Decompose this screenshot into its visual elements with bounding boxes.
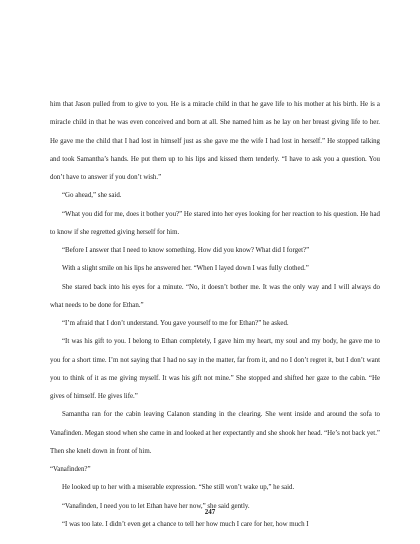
- paragraph: “Before I answer that I need to know something. How did you know? What did I forget?”: [62, 247, 310, 254]
- paragraph: “It was his gift to you. I belong to Ethan completely, I gave him my heart, my soul and my body, he gave me to you for a short time. I’m not saying that I had no say in the matter, far from it, and no I don’t regret it, but I don’t want you to think of it as me giving myself. It was his gift not mine.” She stopped and shifted her gaze to the cabin. “He gives of himself. He gives life.”: [50, 338, 380, 400]
- paragraph: Samantha ran for the cabin leaving Calanon standing in the clearing. She went inside and around the sofa to Vanafinden. Megan stood when she came in and looked at her expectantly and she shook her head. “He’s not back yet.” Then she knelt down in front of him.: [50, 411, 380, 455]
- paragraph: “Go ahead,” she said.: [62, 192, 122, 200]
- paragraph: him that Jason pulled from to give to you. He is a miracle child in that he gave life to his mother at his birth. He is a miracle child in that he was even conceived and born at all. She named him as he lay on her breast giving life to her. He gave me the child that I had lost in himself just as she gave me the wife I had lost in herself.” He stopped talking and took Samantha’s hands. He put them up to his lips and kissed them tenderly. “I have to ask you a question. You don’t have to answer if you don’t wish.”: [50, 101, 380, 181]
- paragraph: “I’m afraid that I don’t understand. You gave yourself to me for Ethan?” he asked.: [62, 320, 289, 327]
- paragraph: She stared back into his eyes for a minute. “No, it doesn’t bother me. It was the only way and I will always do what needs to be done for Ethan.”: [50, 283, 380, 309]
- page-number: 247: [204, 508, 216, 516]
- paragraph: He looked up to her with a miserable expression. “She still won’t wake up,” he said.: [62, 484, 295, 492]
- page-body-text: [50, 96, 380, 534]
- paragraph: “What you did for me, does it bother you?” He stared into her eyes looking for her reaction to his question. He had to know if she regretted giving herself for him.: [50, 210, 380, 236]
- paragraph: With a slight smile on his lips he answered her. “When I layed down I was fully clothed.”: [62, 265, 309, 273]
- paragraph: “I was too late. I didn’t even get a chance to tell her how much I care for her, how much I: [62, 520, 309, 528]
- paragraph: “Vanafinden, I need you to let Ethan have her now,” she said gently.: [62, 502, 250, 510]
- paragraph: “Vanafinden?”: [50, 466, 91, 473]
